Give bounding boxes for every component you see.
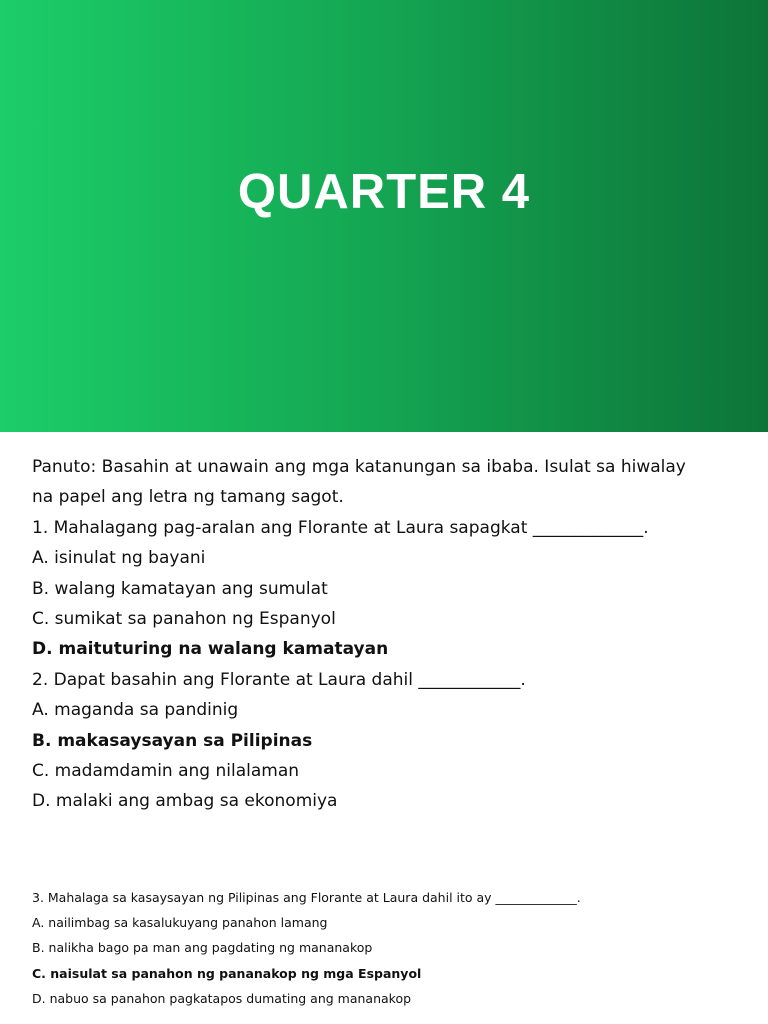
q2-choice-b-answer: B. makasaysayan sa Pilipinas	[32, 730, 313, 751]
question-3-block	[32, 885, 742, 1011]
q3-choice-d: D. nabuo sa panahon pagkatapos dumating ang mananakop	[32, 990, 412, 1006]
instructions-line-1: Panuto: Basahin at unawain ang mga katanungan sa ibaba. Isulat sa hiwalay	[32, 457, 686, 477]
q1-choice-b: B. walang kamatayan ang sumulat	[32, 578, 328, 599]
q3-choice-b: B. nalikha bago pa man ang pagdating ng mananakop	[32, 940, 373, 956]
question-3: 3. Mahalaga sa kasaysayan ng Pilipinas ang Florante at Laura dahil ito ay _____________.	[32, 890, 581, 905]
quiz-content	[32, 452, 742, 817]
instructions-line-2: na papel ang letra ng tamang sagot.	[32, 487, 344, 508]
q2-choice-c: C. madamdamin ang nilalaman	[32, 761, 300, 782]
title-banner	[0, 0, 768, 432]
q1-choice-c: C. sumikat sa panahon ng Espanyol	[32, 609, 336, 630]
q1-choice-a: A. isinulat ng bayani	[32, 548, 206, 569]
question-1: 1. Mahalagang pag-aralan ang Florante at Laura sapagkat _____________.	[32, 517, 649, 538]
q2-choice-d: D. malaki ang ambag sa ekonomiya	[32, 791, 338, 812]
q2-choice-a: A. maganda sa pandinig	[32, 700, 239, 721]
q3-choice-a: A. nailimbag sa kasalukuyang panahon lamang	[32, 915, 328, 931]
q1-choice-d-answer: D. maituturing na walang kamatayan	[32, 639, 389, 660]
banner-title: QUARTER 4	[237, 165, 531, 219]
q3-choice-c-answer: C. naisulat sa panahon ng pananakop ng mga Espanyol	[32, 965, 422, 981]
question-2: 2. Dapat basahin ang Florante at Laura dahil ____________.	[32, 669, 526, 690]
